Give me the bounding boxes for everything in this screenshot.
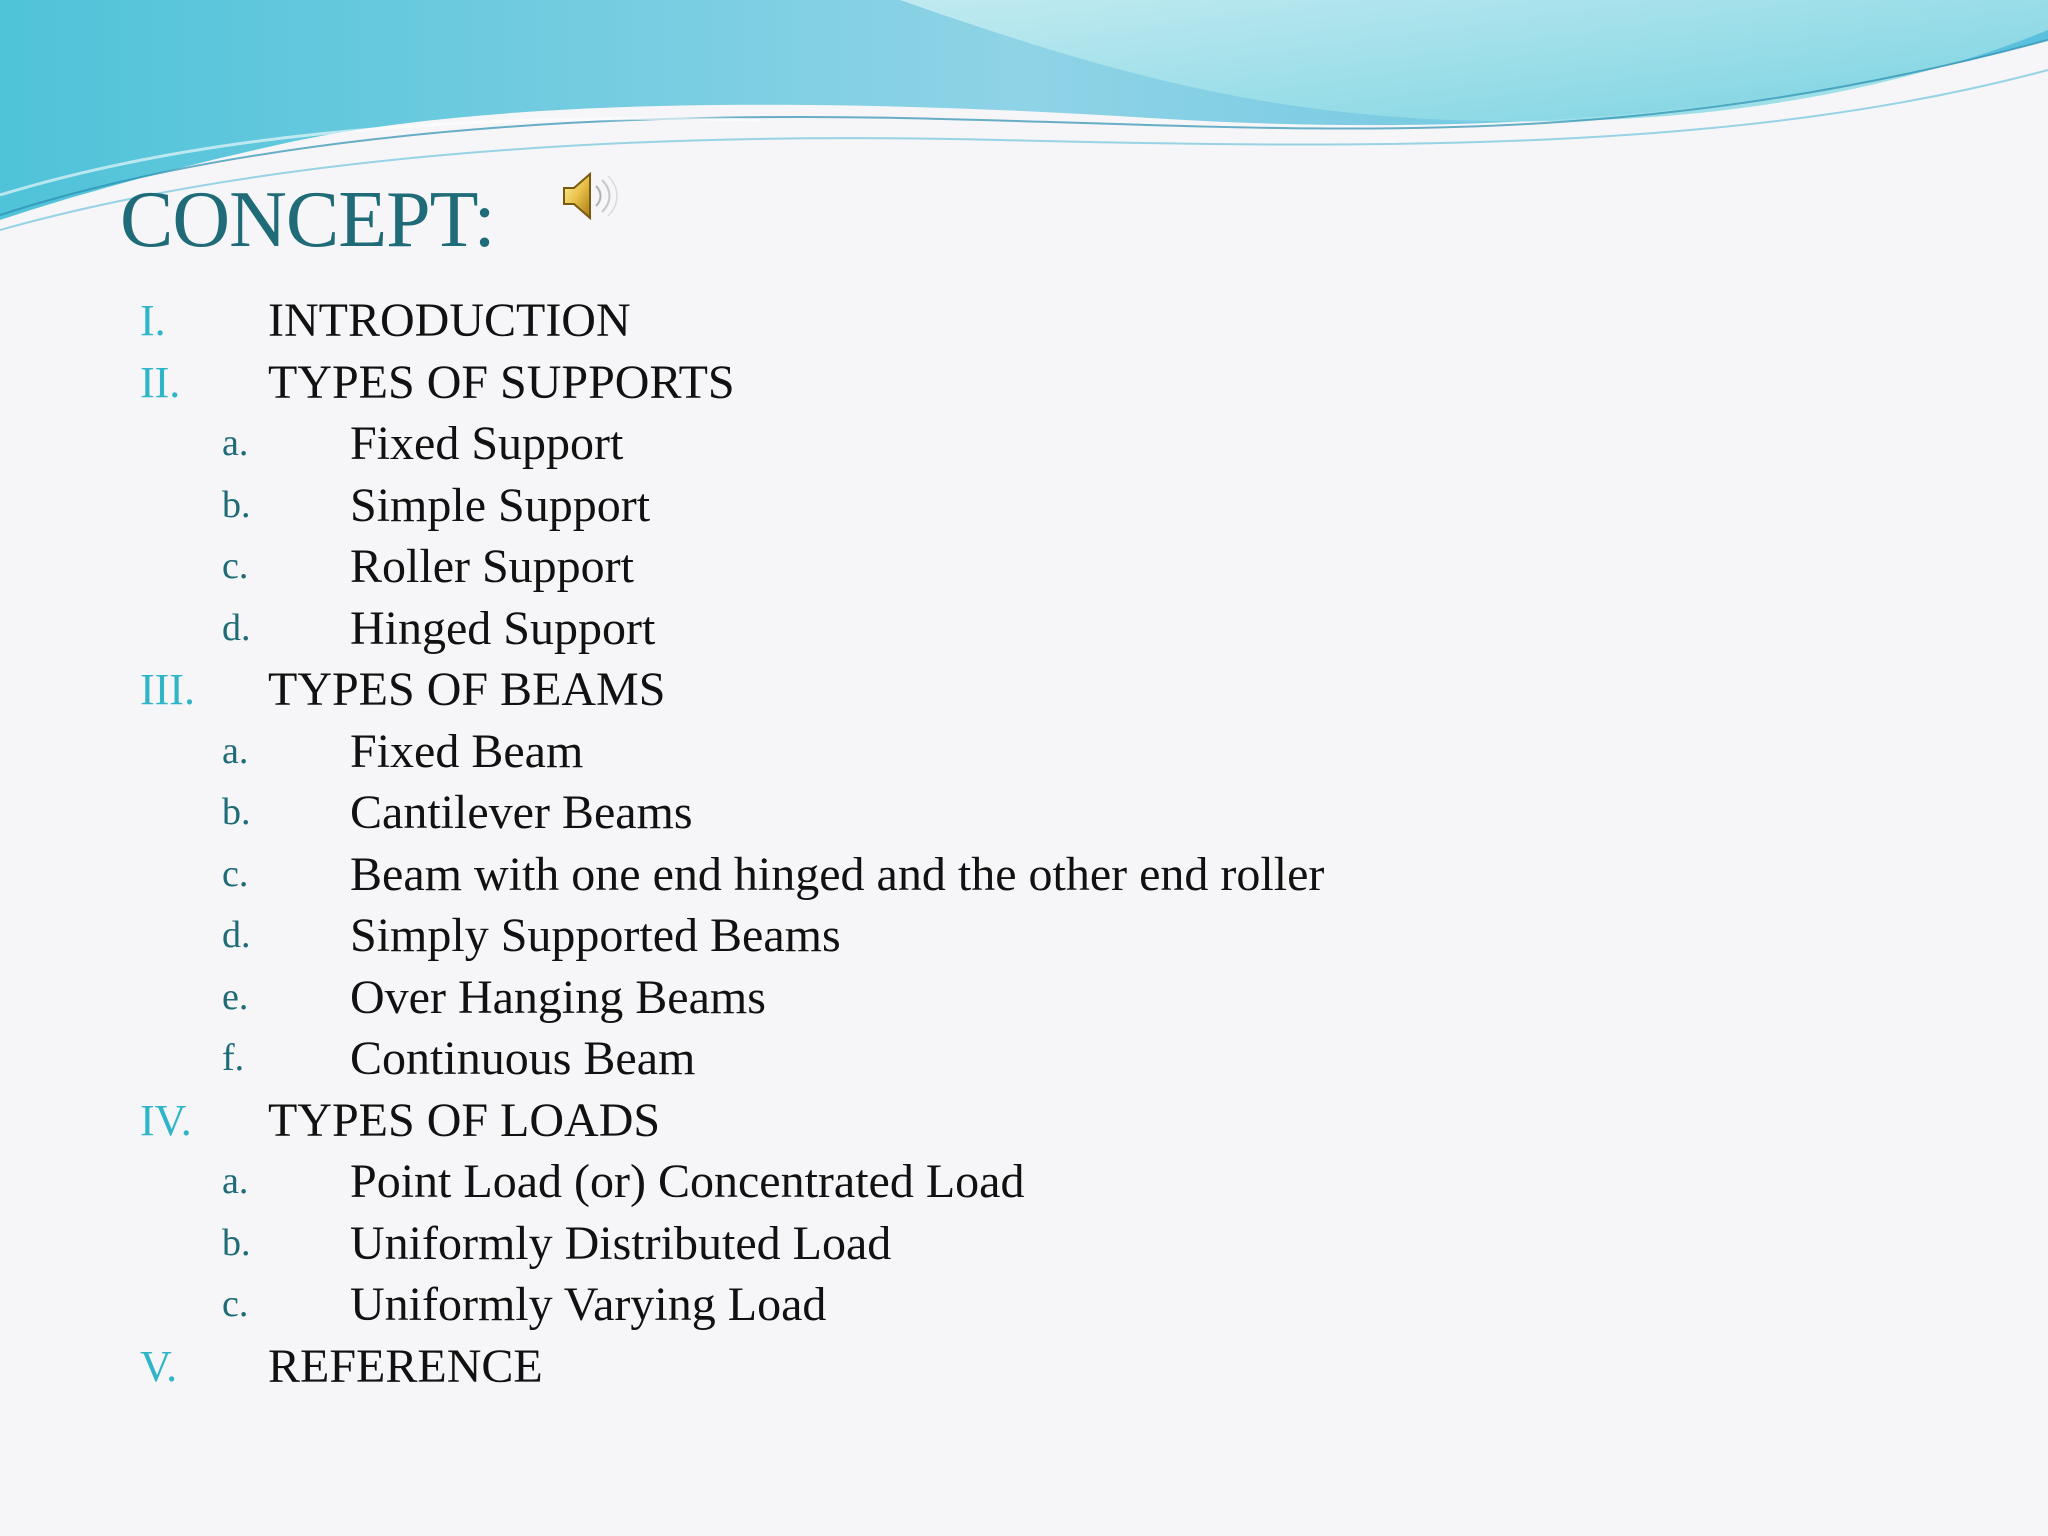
outline-text: Fixed Beam — [350, 724, 584, 778]
outline-marker: c. — [222, 545, 249, 587]
outline-subitem — [0, 1151, 2048, 1213]
slide-title: CONCEPT: — [120, 176, 495, 264]
outline-section — [0, 290, 2048, 352]
outline-text: Uniformly Distributed Load — [350, 1216, 892, 1270]
outline-text: Hinged Support — [350, 601, 656, 655]
outline-subitem — [0, 1213, 2048, 1275]
outline-marker: c. — [222, 1283, 249, 1325]
outline-subitem — [0, 536, 2048, 598]
outline-text: Over Hanging Beams — [350, 970, 766, 1024]
outline-section — [0, 1336, 2048, 1398]
outline-text: INTRODUCTION — [268, 294, 631, 347]
outline-text: Simple Support — [350, 478, 651, 532]
outline-text: Simply Supported Beams — [350, 909, 841, 962]
outline-text: Point Load (or) Concentrated Load — [350, 1155, 1025, 1208]
outline-text: Continuous Beam — [350, 1032, 696, 1085]
outline-marker: a. — [222, 729, 249, 772]
outline-subitem — [0, 475, 2048, 537]
outline-text: TYPES OF LOADS — [268, 1093, 661, 1147]
outline-subitem — [0, 413, 2048, 475]
outline-text: REFERENCE — [268, 1339, 543, 1393]
outline-subitem — [0, 1274, 2048, 1336]
outline-section — [0, 659, 2048, 721]
outline-subitem — [0, 598, 2048, 660]
outline-subitem — [0, 844, 2048, 906]
outline-subitem — [0, 782, 2048, 844]
outline-marker: d. — [222, 606, 251, 649]
outline-marker: f. — [222, 1037, 245, 1079]
outline-text: Roller Support — [350, 540, 634, 593]
outline-subitem — [0, 967, 2048, 1029]
outline-marker: c. — [222, 852, 249, 895]
outline-text: Beam with one end hinged and the other end roller — [350, 847, 1325, 901]
outline-marker: II. — [140, 357, 181, 407]
speaker-icon[interactable] — [560, 168, 618, 224]
outline-marker: b. — [222, 483, 251, 526]
outline-marker: e. — [222, 975, 249, 1018]
outline-text: TYPES OF SUPPORTS — [268, 355, 735, 409]
outline-section — [0, 1090, 2048, 1152]
outline-marker: IV. — [140, 1095, 192, 1145]
outline-marker: d. — [222, 914, 251, 956]
outline-marker: I. — [140, 296, 166, 345]
outline-marker: b. — [222, 1221, 251, 1264]
outline-text: Uniformly Varying Load — [350, 1278, 827, 1331]
outline-text: TYPES OF BEAMS — [268, 663, 666, 716]
outline-marker: a. — [222, 1160, 249, 1202]
outline-text: Fixed Support — [350, 417, 624, 470]
outline-subitem — [0, 905, 2048, 967]
outline-text: Cantilever Beams — [350, 786, 693, 839]
outline-marker: III. — [140, 665, 195, 714]
outline-marker: b. — [222, 791, 251, 833]
outline-section — [0, 352, 2048, 414]
outline-subitem — [0, 1028, 2048, 1090]
outline-marker: a. — [222, 422, 249, 464]
outline-list — [0, 290, 2048, 1397]
outline-marker: V. — [140, 1341, 178, 1391]
outline-subitem — [0, 721, 2048, 783]
